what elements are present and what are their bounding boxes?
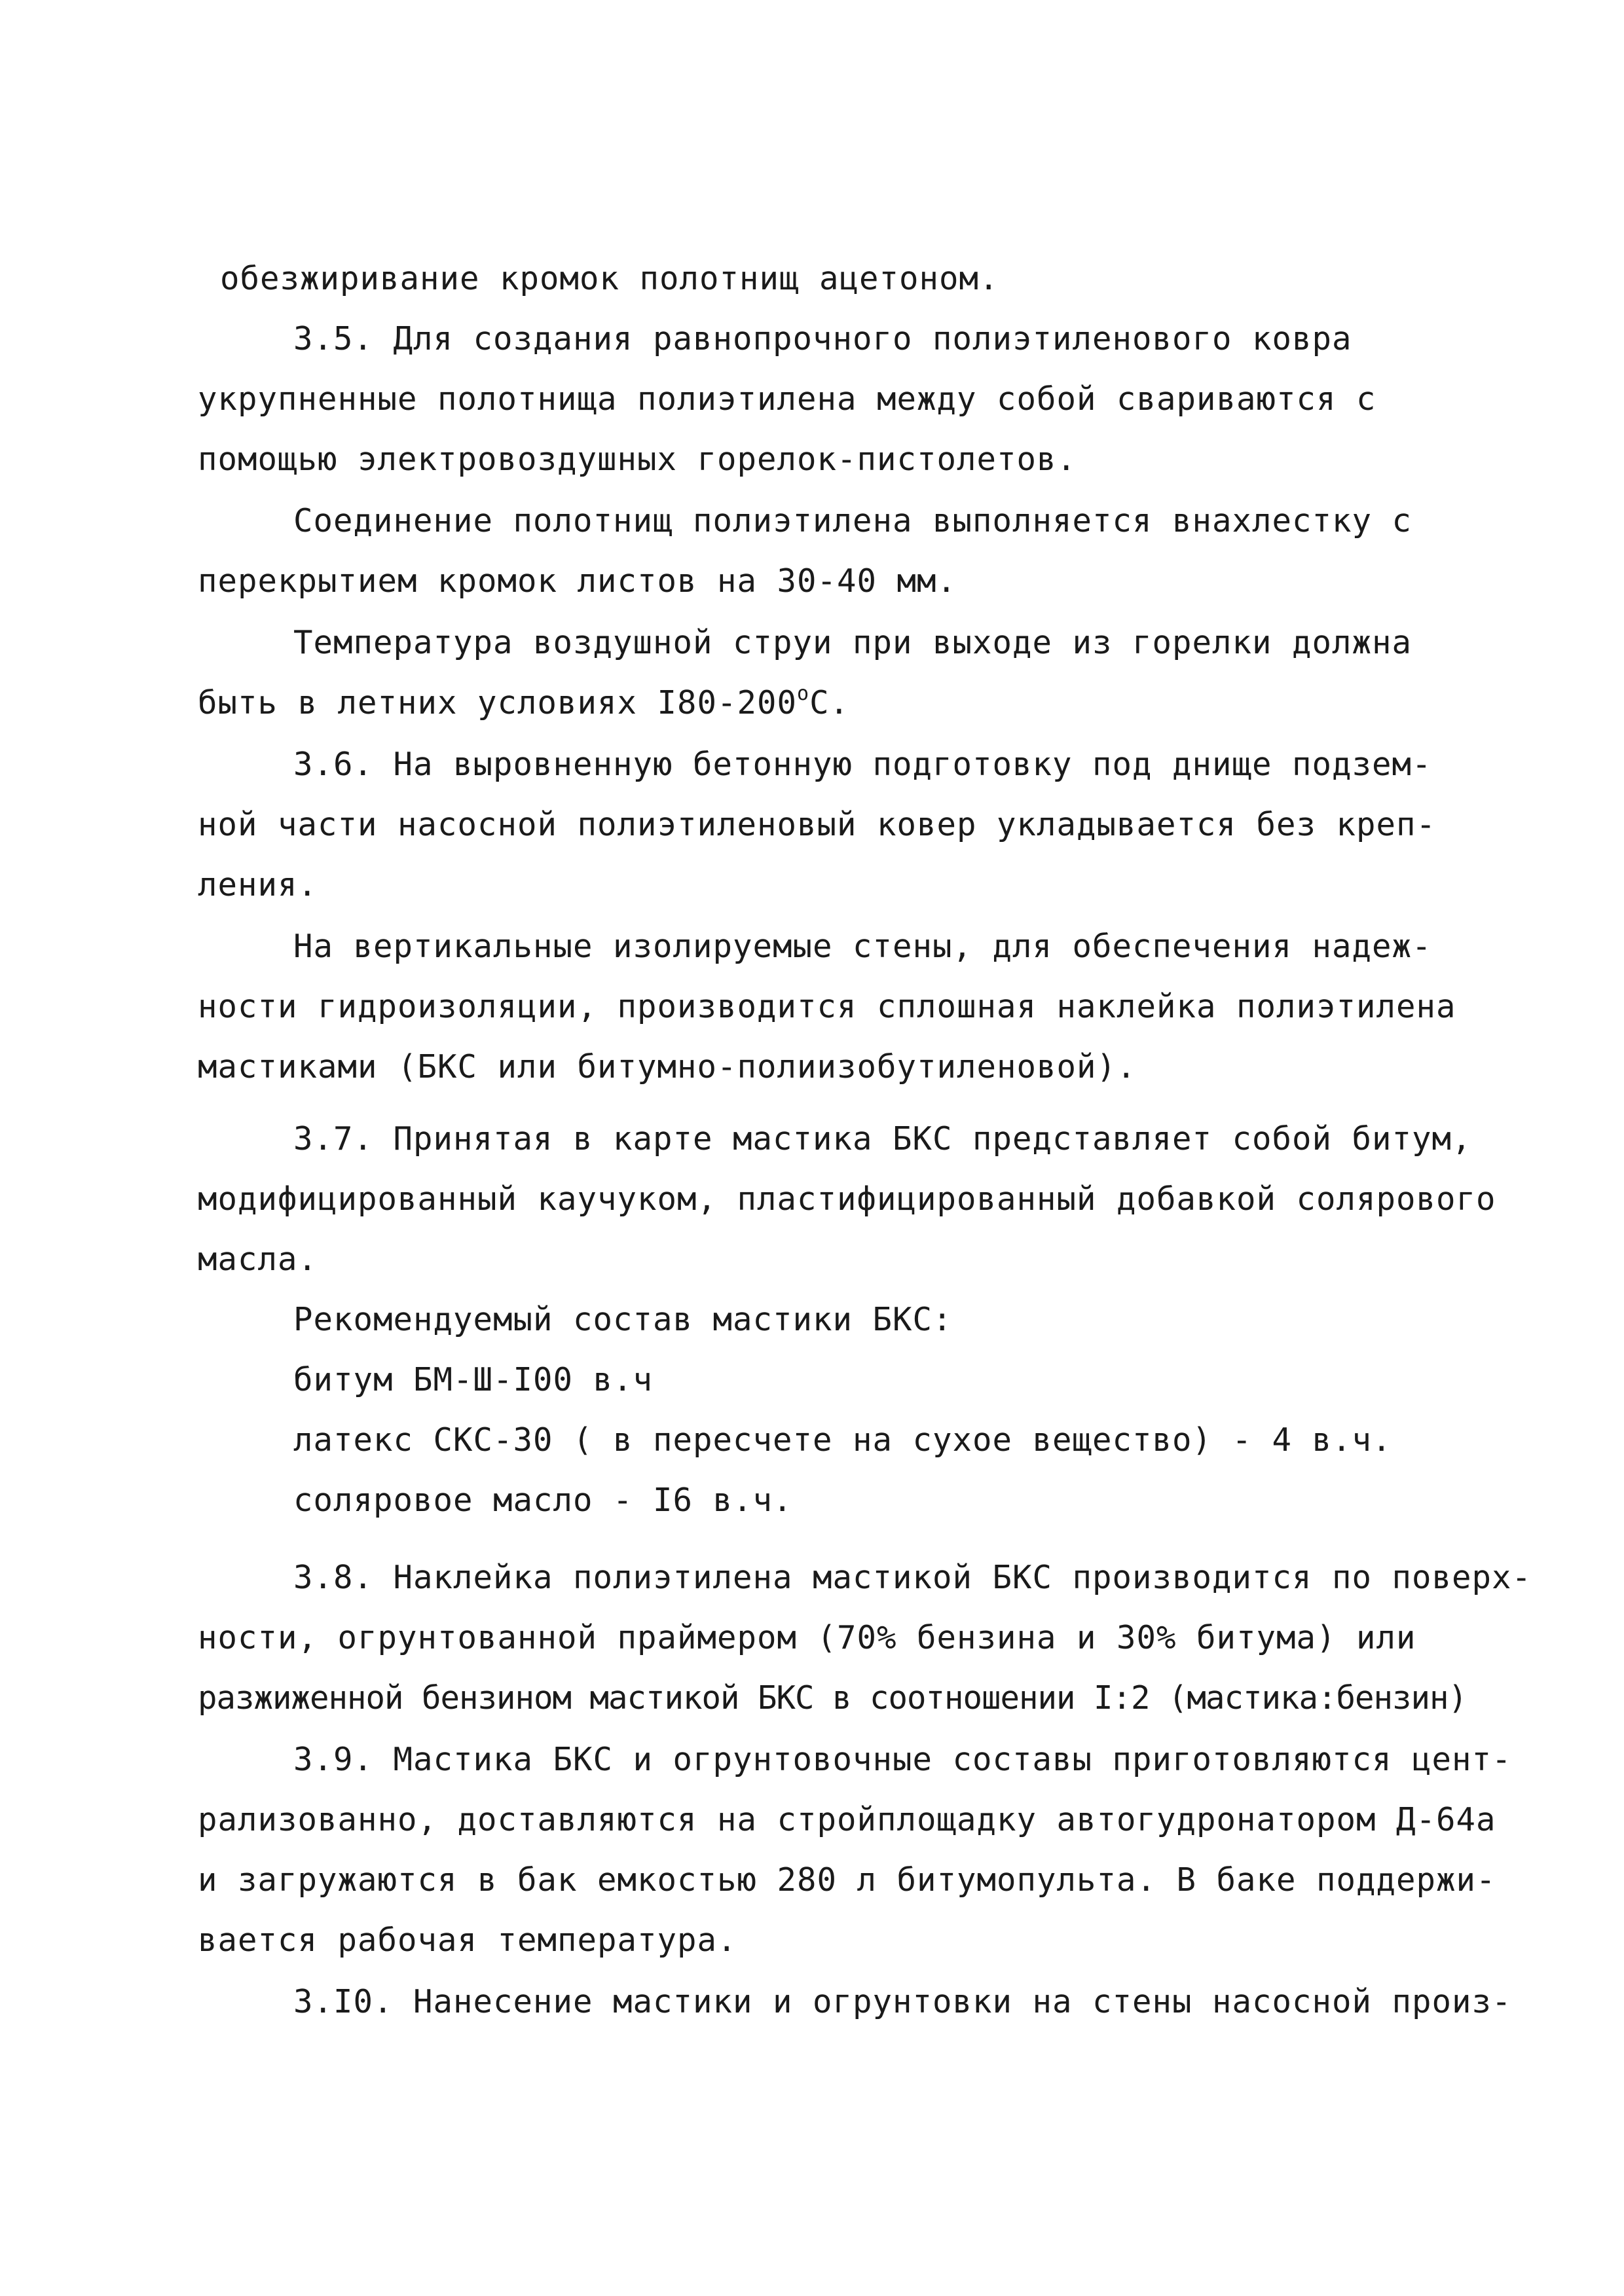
temp-unit: С. <box>809 684 850 721</box>
text-line-16: модифицированный каучуком, пластифицированный добавкой солярового <box>198 1180 1496 1218</box>
text-line-7: Температура воздушной струи при выходе из горелки должна <box>293 624 1412 661</box>
text-line-20: латекс СКС-30 ( в пересчете на сухое вещество) - 4 в.ч. <box>293 1421 1392 1459</box>
text-line-8 <box>198 673 849 733</box>
text-line-19: битум БМ-Ш-I00 в.ч <box>293 1361 654 1398</box>
text-line-15: 3.7. Принятая в карте мастика БКС представляет собой битум, <box>293 1120 1472 1157</box>
text-line-6: перекрытием кромок листов на 30-40 мм. <box>198 562 957 600</box>
text-line-28: вается рабочая температура. <box>198 1922 737 1959</box>
degree-sign: о <box>797 682 810 705</box>
text-line-12: На вертикальные изолируемые стены, для обеспечения надеж- <box>293 928 1432 965</box>
text-line-5: Соединение полотнищ полиэтилена выполняется внахлестку с <box>293 502 1412 539</box>
text-line-17: масла. <box>198 1241 318 1278</box>
text-line-25: 3.9. Мастика БКС и огрунтовочные составы приготовляются цент- <box>293 1741 1512 1778</box>
text-line-21: соляровое масло - I6 в.ч. <box>293 1482 793 1519</box>
text-line-18: Рекомендуемый состав мастики БКС: <box>293 1301 953 1338</box>
text-line-10: ной части насосной полиэтиленовый ковер укладывается без креп- <box>198 806 1437 843</box>
text-line-1: обезжиривание кромок полотнищ ацетоном. <box>220 260 999 297</box>
text-line-4: помощью электровоздушных горелок-пистолетов. <box>198 441 1077 478</box>
text-line-9: 3.6. На выровненную бетонную подготовку под днище подзем- <box>293 746 1432 783</box>
text-line-2: 3.5. Для создания равнопрочного полиэтиленового ковра <box>293 320 1352 357</box>
text-line-13: ности гидроизоляции, производится сплошная наклейка полиэтилена <box>198 988 1456 1025</box>
text-line-8-main: быть в летних условиях I80-200 <box>198 684 798 721</box>
text-line-29: 3.I0. Нанесение мастики и огрунтовки на стены насосной произ- <box>293 1983 1512 2020</box>
text-line-27: и загружаются в бак емкостью 280 л битумопульта. В баке поддержи- <box>198 1861 1496 1899</box>
text-line-26: рализованно, доставляются на стройплощадку автогудронатором Д-64а <box>198 1801 1496 1838</box>
text-line-3: укрупненные полотнища полиэтилена между собой свариваются с <box>198 380 1376 418</box>
text-line-23: ности, огрунтованной праймером (70% бензина и 30% битума) или <box>198 1619 1416 1656</box>
text-line-11: ления. <box>198 866 318 903</box>
text-line-24: разжиженной бензином мастикой БКС в соотношении I:2 (мастика:бензин) <box>198 1679 1467 1717</box>
text-line-14: мастиками (БКС или битумно-полиизобутиленовой). <box>198 1048 1137 1085</box>
text-line-22: 3.8. Наклейка полиэтилена мастикой БКС производится по поверх- <box>293 1559 1532 1596</box>
